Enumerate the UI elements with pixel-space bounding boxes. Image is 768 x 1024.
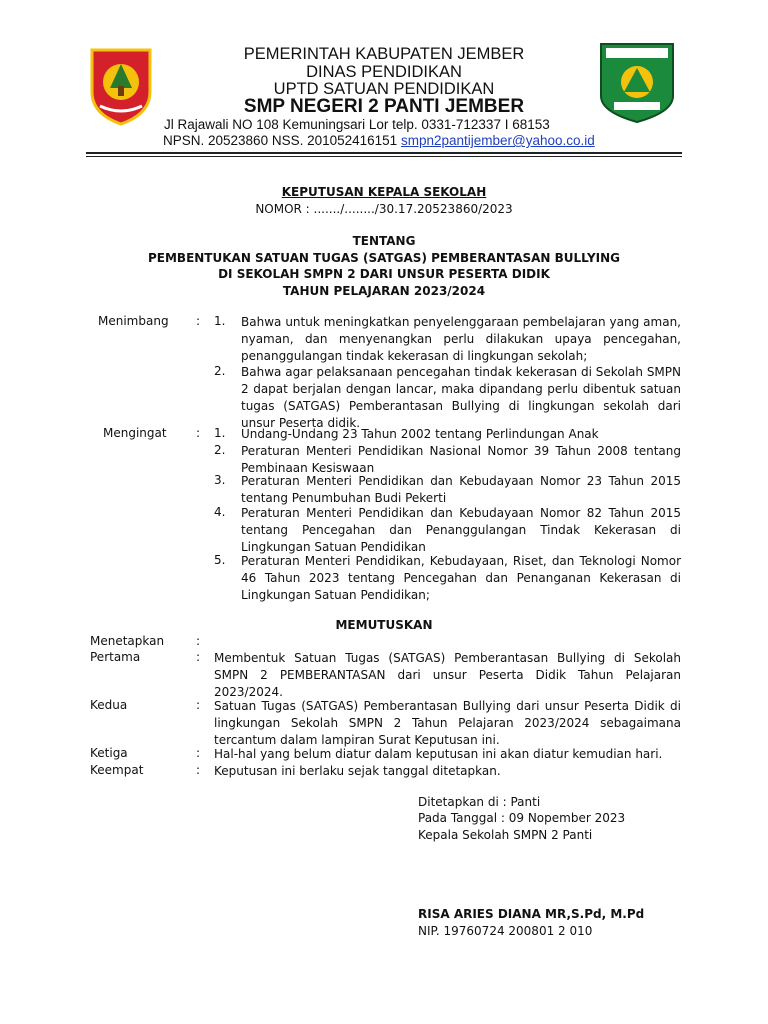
- letterhead-rule-thin: [86, 156, 682, 157]
- kedua-text: Satuan Tugas (SATGAS) Pemberantasan Bullying dari unsur Peserta Didik di lingkungan Sekolah SMPN 2 Tahun Pelajaran 2023/2024 sebagaimana tercantum dalam lampiran Surat Keputusan ini.: [214, 699, 681, 747]
- menimbang-item-number: 2.: [214, 364, 226, 378]
- keempat-colon: :: [196, 763, 201, 777]
- kedua-colon: :: [196, 698, 201, 712]
- signature-place: Ditetapkan di : Panti: [418, 795, 541, 809]
- letterhead-school-name: SMP NEGERI 2 PANTI JEMBER: [243, 96, 525, 117]
- decree-subject-line2: DI SEKOLAH SMPN 2 DARI UNSUR PESERTA DIDIK: [218, 267, 550, 281]
- menetapkan-colon: :: [196, 634, 201, 648]
- keempat-text: Keputusan ini berlaku sejak tanggal ditetapkan.: [214, 764, 501, 778]
- letterhead-agency: DINAS PENDIDIKAN: [306, 63, 462, 81]
- letterhead-address: Jl Rajawali NO 108 Kemuningsari Lor telp. 0331-712337 I 68153: [164, 117, 550, 132]
- mengingat-item: Peraturan Menteri Pendidikan, Kebudayaan, Riset, dan Teknologi Nomor 46 Tahun 2023 tentang Pencegahan dan Penanganan Kekerasan di Lingkungan Satuan Pendidikan;: [241, 554, 681, 602]
- decree-number: NOMOR : ......./......../30.17.20523860/2023: [255, 202, 513, 216]
- menimbang-item-number: 1.: [214, 314, 226, 328]
- mengingat-colon: :: [196, 426, 201, 440]
- pertama-text: Membentuk Satuan Tugas (SATGAS) Pemberantasan Bullying di Sekolah SMPN 2 PEMBERANTASAN dari unsur Peserta Didik Tahun Pelajaran 2023/2024.: [214, 651, 681, 699]
- ketiga-colon: :: [196, 746, 201, 760]
- decree-subject-line1: PEMBENTUKAN SATUAN TUGAS (SATGAS) PEMBERANTASAN BULLYING: [147, 251, 621, 265]
- menimbang-item: Bahwa agar pelaksanaan pencegahan tindak kekerasan di Sekolah SMPN 2 dapat berjalan dengan lancar, maka dipandang perlu dibentuk satuan tugas (SATGAS) Pemberantasan Bullying di lingkungan sekolah dari unsur Peserta didik.: [241, 365, 681, 430]
- signatory-name: RISA ARIES DIANA MR,S.Pd, M.Pd: [418, 907, 645, 921]
- letterhead-unit: UPTD SATUAN PENDIDIKAN: [273, 80, 495, 98]
- ketiga-text: Hal-hal yang belum diatur dalam keputusan ini akan diatur kemudian hari.: [214, 747, 663, 761]
- kedua-label: Kedua: [90, 698, 128, 712]
- mengingat-item-number: 3.: [214, 473, 226, 487]
- mengingat-item: Peraturan Menteri Pendidikan Nasional Nomor 39 Tahun 2008 tentang Pembinaan Kesiswaan: [241, 444, 681, 475]
- letterhead-government: PEMERINTAH KABUPATEN JEMBER: [243, 45, 525, 63]
- decree-tentang: TENTANG: [352, 234, 416, 248]
- mengingat-item-number: 1.: [214, 426, 226, 440]
- mengingat-item-number: 2.: [214, 443, 226, 457]
- mengingat-item-number: 4.: [214, 505, 226, 519]
- pertama-label: Pertama: [90, 650, 141, 664]
- decree-subject-line3: TAHUN PELAJARAN 2023/2024: [282, 284, 486, 298]
- letterhead-npsn-nss: NPSN. 20523860 NSS. 201052416151: [163, 133, 398, 148]
- mengingat-item-number: 5.: [214, 553, 226, 567]
- letterhead-ids: [163, 133, 595, 148]
- menimbang-colon: :: [196, 314, 201, 328]
- signature-date: Pada Tanggal : 09 Nopember 2023: [418, 811, 626, 825]
- menimbang-label: Menimbang: [98, 314, 169, 328]
- mengingat-label: Mengingat: [103, 426, 167, 440]
- ketiga-label: Ketiga: [90, 746, 128, 760]
- letterhead-email-link[interactable]: smpn2pantijember@yahoo.co.id: [400, 133, 595, 148]
- signature-position: Kepala Sekolah SMPN 2 Panti: [418, 828, 593, 842]
- mengingat-item: Undang-Undang 23 Tahun 2002 tentang Perlindungan Anak: [241, 427, 599, 441]
- signatory-nip: NIP. 19760724 200801 2 010: [418, 924, 593, 938]
- mengingat-item: Peraturan Menteri Pendidikan dan Kebudayaan Nomor 23 Tahun 2015 tentang Penumbuhan Budi Pekerti: [241, 474, 681, 505]
- menetapkan-label: Menetapkan: [90, 634, 165, 648]
- keempat-label: Keempat: [90, 763, 144, 777]
- decree-title: KEPUTUSAN KEPALA SEKOLAH: [281, 185, 487, 199]
- memutuskan-title: MEMUTUSKAN: [335, 618, 433, 632]
- menimbang-item: Bahwa untuk meningkatkan penyelenggaraan pembelajaran yang aman, nyaman, dan menyenangkan perlu dilakukan upaya pencegahan, penanggulangan tindak kekerasan di lingkungan sekolah;: [241, 315, 681, 363]
- mengingat-item: Peraturan Menteri Pendidikan dan Kebudayaan Nomor 82 Tahun 2015 tentang Pencegahan dan Penanggulangan Tindak Kekerasan di Lingkungan Satuan Pendidikan: [241, 506, 681, 554]
- letterhead-rule-thick: [86, 152, 682, 154]
- pertama-colon: :: [196, 650, 201, 664]
